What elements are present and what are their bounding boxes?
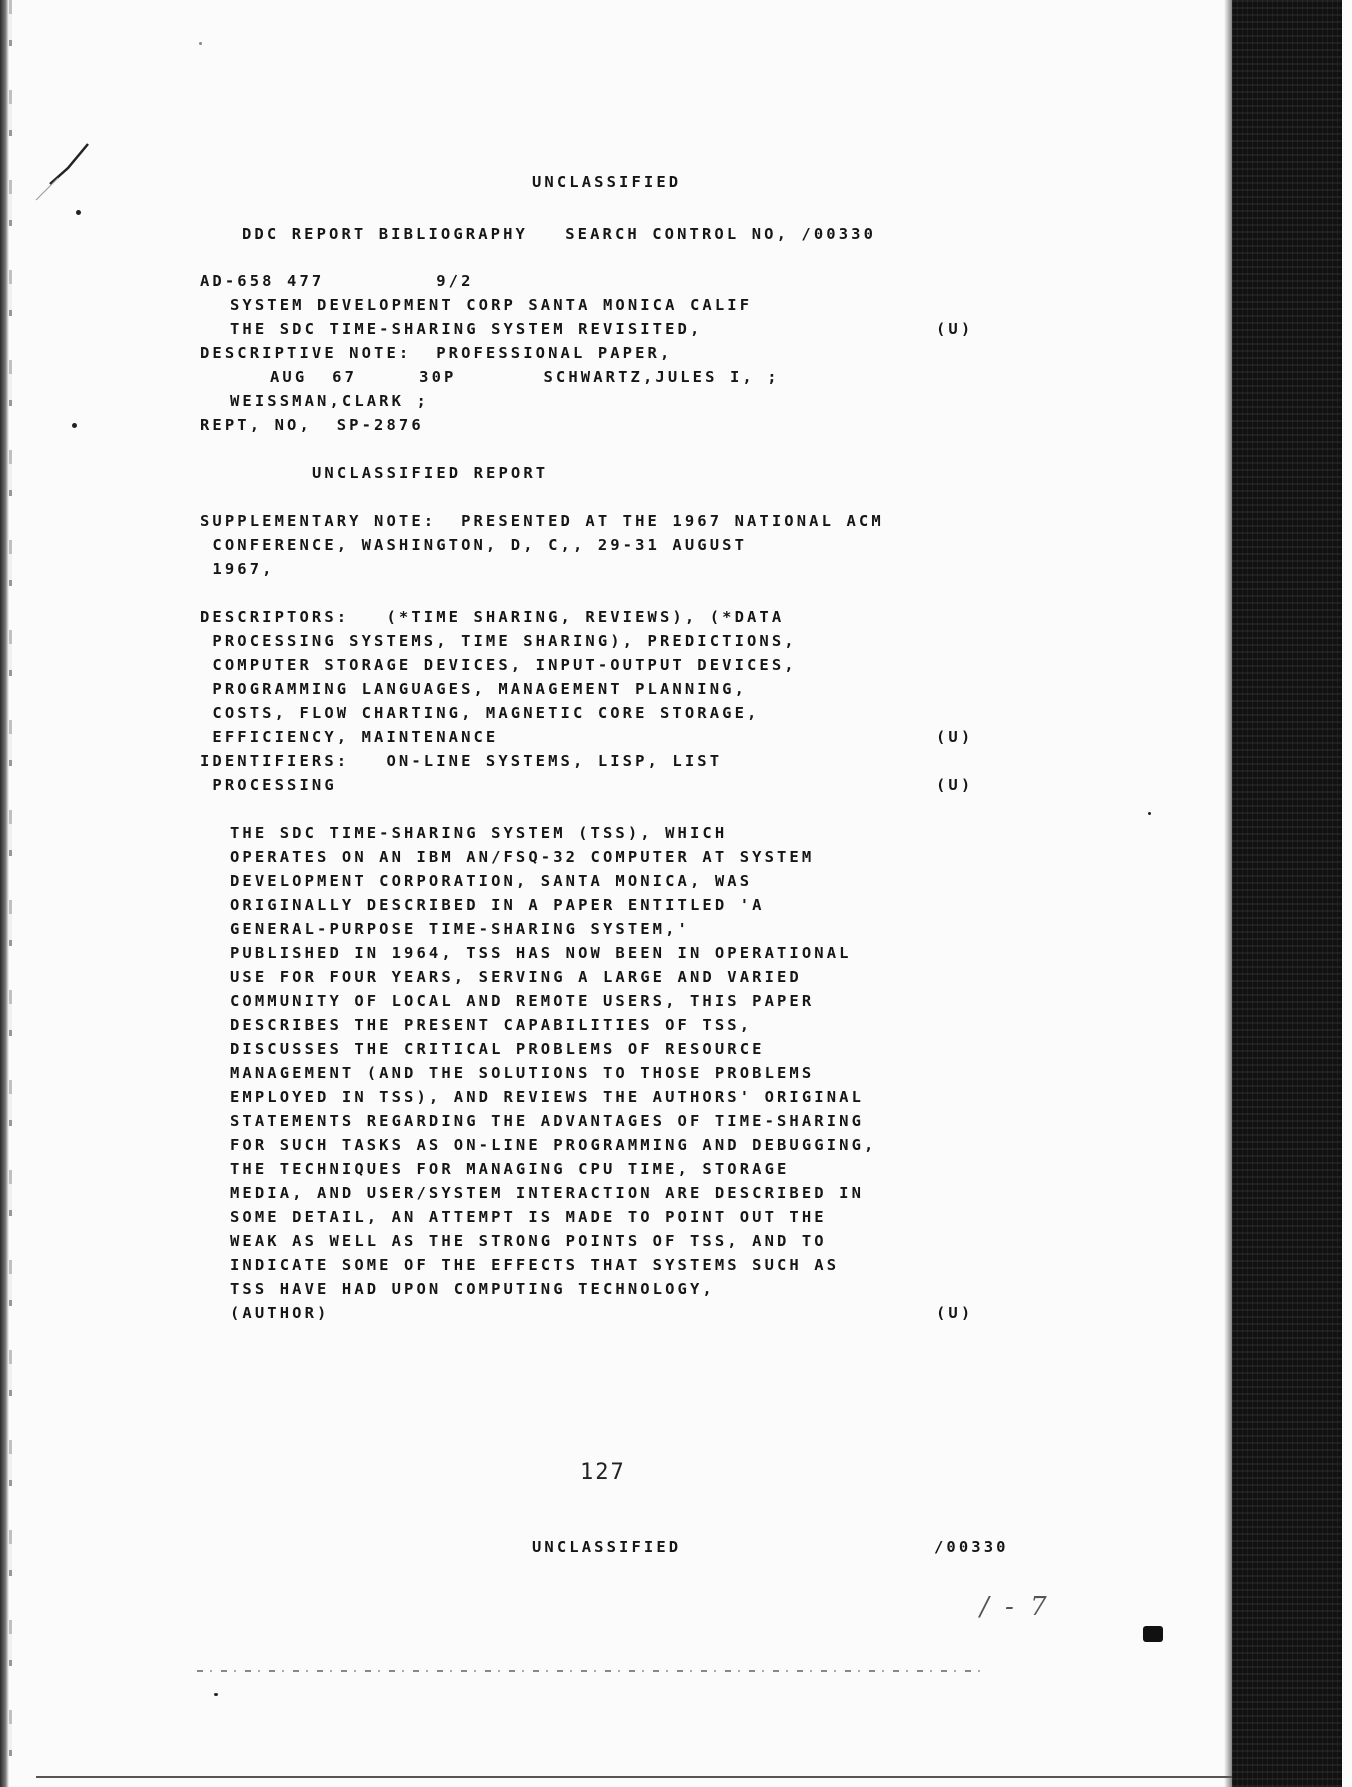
abstract-line: THE SDC TIME-SHARING SYSTEM (TSS), WHICH bbox=[230, 824, 728, 842]
footer-classification: UNCLASSIFIED bbox=[532, 1538, 682, 1556]
abstract-line: SOME DETAIL, AN ATTEMPT IS MADE TO POINT OUT THE bbox=[230, 1208, 827, 1226]
abstract-line: PUBLISHED IN 1964, TSS HAS NOW BEEN IN OPERATIONAL bbox=[230, 944, 852, 962]
title-classification-marking: (U) bbox=[936, 320, 974, 338]
abstract-line: OPERATES ON AN IBM AN/FSQ-32 COMPUTER AT SYSTEM bbox=[230, 848, 815, 866]
identifiers-classification-marking: (U) bbox=[936, 776, 974, 794]
abstract-line: DESCRIBES THE PRESENT CAPABILITIES OF TSS, bbox=[230, 1016, 753, 1034]
page-number: 127 bbox=[580, 1460, 626, 1485]
report-title: THE SDC TIME-SHARING SYSTEM REVISITED, bbox=[230, 320, 703, 338]
descriptors-line: COMPUTER STORAGE DEVICES, INPUT-OUTPUT DEVICES, bbox=[200, 656, 797, 674]
abstract-line: COMMUNITY OF LOCAL AND REMOTE USERS, THIS PAPER bbox=[230, 992, 815, 1010]
corporate-author: SYSTEM DEVELOPMENT CORP SANTA MONICA CALIF bbox=[230, 296, 753, 314]
descriptors-line: PROCESSING SYSTEMS, TIME SHARING), PREDICTIONS, bbox=[200, 632, 797, 650]
authors-continued: WEISSMAN,CLARK ; bbox=[230, 392, 429, 410]
abstract-line: STATEMENTS REGARDING THE ADVANTAGES OF TIME-SHARING bbox=[230, 1112, 865, 1130]
abstract-line: DEVELOPMENT CORPORATION, SANTA MONICA, WAS bbox=[230, 872, 753, 890]
descriptors-classification-marking: (U) bbox=[936, 728, 974, 746]
bibliography-title: DDC REPORT BIBLIOGRAPHY SEARCH CONTROL NO, /00330 bbox=[242, 225, 877, 243]
abstract-line: ORIGINALLY DESCRIBED IN A PAPER ENTITLED 'A bbox=[230, 896, 765, 914]
abstract-line: THE TECHNIQUES FOR MANAGING CPU TIME, STORAGE bbox=[230, 1160, 790, 1178]
identifiers-line: PROCESSING bbox=[200, 776, 337, 794]
date-pages-authors: AUG 67 30P SCHWARTZ,JULES I, ; bbox=[270, 368, 780, 386]
descriptors-line: COSTS, FLOW CHARTING, MAGNETIC CORE STORAGE, bbox=[200, 704, 760, 722]
footer-control-number: /00330 bbox=[934, 1538, 1009, 1556]
abstract-line: (AUTHOR) bbox=[230, 1304, 330, 1322]
abstract-line: USE FOR FOUR YEARS, SERVING A LARGE AND VARIED bbox=[230, 968, 802, 986]
supplementary-note-line: 1967, bbox=[200, 560, 275, 578]
abstract-line: WEAK AS WELL AS THE STRONG POINTS OF TSS, AND TO bbox=[230, 1232, 827, 1250]
supplementary-note-line: SUPPLEMENTARY NOTE: PRESENTED AT THE 1967 NATIONAL ACM bbox=[200, 512, 884, 530]
header-classification: UNCLASSIFIED bbox=[532, 173, 682, 191]
handwritten-note: / - 7 bbox=[980, 1592, 1051, 1622]
abstract-line: FOR SUCH TASKS AS ON-LINE PROGRAMMING AND DEBUGGING, bbox=[230, 1136, 877, 1154]
abstract-classification-marking: (U) bbox=[936, 1304, 974, 1322]
descriptors-line: PROGRAMMING LANGUAGES, MANAGEMENT PLANNING, bbox=[200, 680, 747, 698]
abstract-line: MANAGEMENT (AND THE SOLUTIONS TO THOSE PROBLEMS bbox=[230, 1064, 815, 1082]
report-number: REPT, NO, SP-2876 bbox=[200, 416, 424, 434]
identifiers-line: IDENTIFIERS: ON-LINE SYSTEMS, LISP, LIST bbox=[200, 752, 723, 770]
abstract-line: DISCUSSES THE CRITICAL PROBLEMS OF RESOURCE bbox=[230, 1040, 765, 1058]
descriptive-note: DESCRIPTIVE NOTE: PROFESSIONAL PAPER, bbox=[200, 344, 673, 362]
descriptors-line: DESCRIPTORS: (*TIME SHARING, REVIEWS), (*DATA bbox=[200, 608, 785, 626]
report-classification: UNCLASSIFIED REPORT bbox=[312, 464, 549, 482]
abstract-line: INDICATE SOME OF THE EFFECTS THAT SYSTEMS SUCH AS bbox=[230, 1256, 840, 1274]
accession-number: AD-658 477 9/2 bbox=[200, 272, 474, 290]
descriptors-line: EFFICIENCY, MAINTENANCE bbox=[200, 728, 499, 746]
abstract-line: GENERAL-PURPOSE TIME-SHARING SYSTEM,' bbox=[230, 920, 690, 938]
abstract-line: EMPLOYED IN TSS), AND REVIEWS THE AUTHORS' ORIGINAL bbox=[230, 1088, 865, 1106]
supplementary-note-line: CONFERENCE, WASHINGTON, D, C,, 29-31 AUGUST bbox=[200, 536, 747, 554]
abstract-line: MEDIA, AND USER/SYSTEM INTERACTION ARE DESCRIBED IN bbox=[230, 1184, 865, 1202]
abstract-line: TSS HAVE HAD UPON COMPUTING TECHNOLOGY, bbox=[230, 1280, 715, 1298]
